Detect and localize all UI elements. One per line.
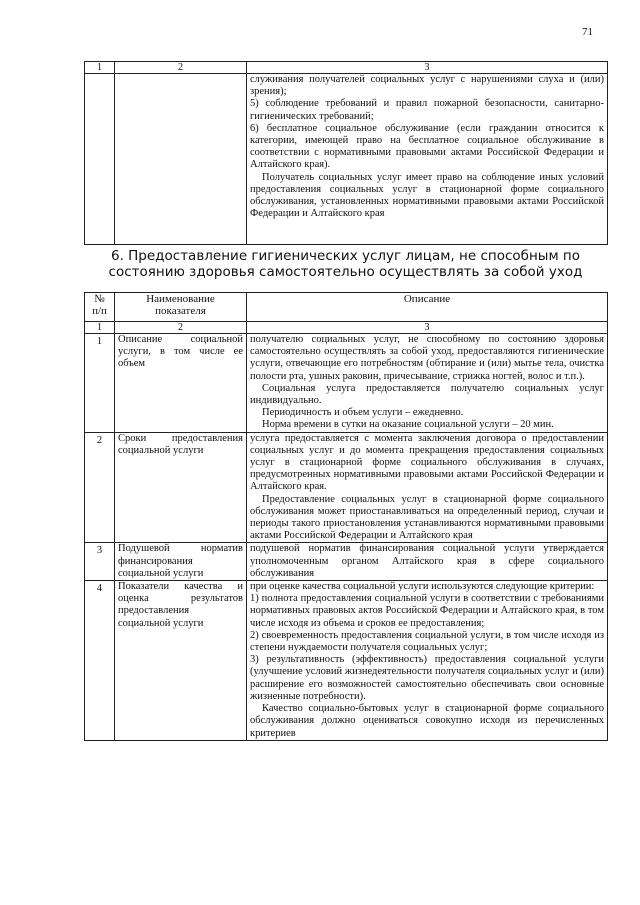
indicator-table bbox=[84, 292, 608, 741]
row-number: 3 bbox=[85, 543, 115, 581]
page-number: 71 bbox=[582, 26, 593, 38]
table-header-row bbox=[85, 293, 608, 322]
header-num: № п/п bbox=[85, 293, 115, 322]
header-cell: 2 bbox=[115, 62, 247, 74]
desc-paragraph: Получатель социальных услуг имеет право на соблюдение иных условий предоставления социальных услуг в стационарной форме социального обслуживания, установленных нормативными правовыми актами Российской Федерации и Алтайского края bbox=[250, 171, 604, 220]
header-cell: 3 bbox=[247, 62, 608, 74]
desc-paragraph: подушевой норматив финансирования социальной услуги утверждается уполномоченным органом Алтайского края в сфере социального обслуживания bbox=[250, 543, 604, 579]
desc-paragraph: Качество социально-бытовых услуг в стационарной форме социального обслуживания должно оцениваться совокупно исходя из перечисленных критериев bbox=[250, 703, 604, 739]
desc-paragraph: Периодичность и объем услуги – ежедневно. bbox=[262, 407, 464, 419]
num-cell bbox=[85, 74, 115, 245]
section-title bbox=[84, 248, 607, 280]
header-cell: 1 bbox=[85, 62, 115, 74]
indicator-description bbox=[247, 543, 608, 581]
desc-paragraph: получателю социальных услуг, не способному по состоянию здоровья самостоятельно осуществлять за собой уход, предоставляются гигиенические услуги, отвечающие его потребностям (обтирание и (или) мытье тела, очистка полости рта, ушных раковин, причесывание, стрижка ногтей, волос и т.п.). bbox=[250, 334, 604, 382]
indicator-name: Сроки предоставления социальной услуги bbox=[115, 432, 247, 543]
desc-paragraph: Норма времени в сутки на оказание социальной услуги – 20 мин. bbox=[262, 419, 554, 431]
indicator-description bbox=[247, 581, 608, 741]
desc-paragraph: 2) своевременность предоставления социальной услуги, в том числе исходя из степени нуждаемости получателя социальных услуг; bbox=[250, 629, 604, 654]
continuation-table bbox=[84, 61, 608, 245]
table-row bbox=[85, 334, 608, 433]
desc-paragraph: служивания получателей социальных услуг с нарушениями слуха и (или) зрения); bbox=[250, 74, 604, 98]
desc-paragraph: при оценке качества социальной услуги используются следующие критерии: bbox=[250, 581, 595, 593]
indicator-name: Показатели качества и оценка результатов предоставления социальной услуги bbox=[115, 581, 247, 741]
table-row bbox=[85, 432, 608, 543]
indicator-name: Подушевой норматив финансирования социальной услуги bbox=[115, 543, 247, 581]
row-number: 4 bbox=[85, 581, 115, 741]
index-cell: 2 bbox=[115, 322, 247, 334]
desc-paragraph: 6) бесплатное социальное обслуживание (если гражданин относится к категории, имеющей право на бесплатное социальное обслуживание в соответствии с нормативными правовыми актами Российской Федерации и Алтайского края). bbox=[250, 122, 604, 171]
table-row bbox=[85, 74, 608, 245]
header-desc: Описание bbox=[247, 293, 608, 322]
row-number: 1 bbox=[85, 334, 115, 433]
row-number: 2 bbox=[85, 432, 115, 543]
index-cell: 3 bbox=[247, 322, 608, 334]
desc-cell bbox=[247, 74, 608, 245]
desc-paragraph: услуга предоставляется с момента заключения договора о предоставлении социальных услуг и до момента прекращения предоставления социальных услуг в стационарной форме социального обслуживания в случаях, предусмотренных нормативными правовыми актами Российской Федерации и Алтайского края. bbox=[250, 432, 604, 493]
table-index-row bbox=[85, 322, 608, 334]
indicator-name: Описание социальной услуги, в том числе ее объем bbox=[115, 334, 247, 433]
desc-paragraph: 1) полнота предоставления социальной услуги в соответствии с требованиями нормативных правовых актов Российской Федерации и Алтайского края, в том числе исходя из объема и сроков ее предоставления; bbox=[250, 593, 604, 629]
index-cell: 1 bbox=[85, 322, 115, 334]
section-title-line: состоянию здоровья самостоятельно осуществлять за собой уход bbox=[108, 264, 583, 280]
table-row bbox=[85, 543, 608, 581]
table-header-row bbox=[85, 62, 608, 74]
desc-paragraph: 5) соблюдение требований и правил пожарной безопасности, санитарно-гигиенических требований; bbox=[250, 98, 604, 122]
indicator-description bbox=[247, 334, 608, 433]
desc-paragraph: Социальная услуга предоставляется получателю социальных услуг индивидуально. bbox=[250, 382, 604, 407]
desc-paragraph: 3) результативность (эффективность) предоставления социальной услуги (улучшение условий жизнедеятельности получателя социальных услуг и (или) расширение его возможностей самостоятельно обеспечивать свои основные жизненные потребности). bbox=[250, 654, 604, 702]
desc-paragraph: Предоставление социальных услуг в стационарной форме социального обслуживания может приостанавливаться на определенный период, случаи и периоды такого приостановления устанавливаются нормативными правовыми актами Российской Федерации и Алтайского края bbox=[250, 493, 604, 542]
header-name: Наименование показателя bbox=[115, 293, 247, 322]
section-title-line: 6. Предоставление гигиенических услуг лицам, не способным по bbox=[110, 248, 581, 264]
name-cell bbox=[115, 74, 247, 245]
indicator-description bbox=[247, 432, 608, 543]
table-row bbox=[85, 581, 608, 741]
